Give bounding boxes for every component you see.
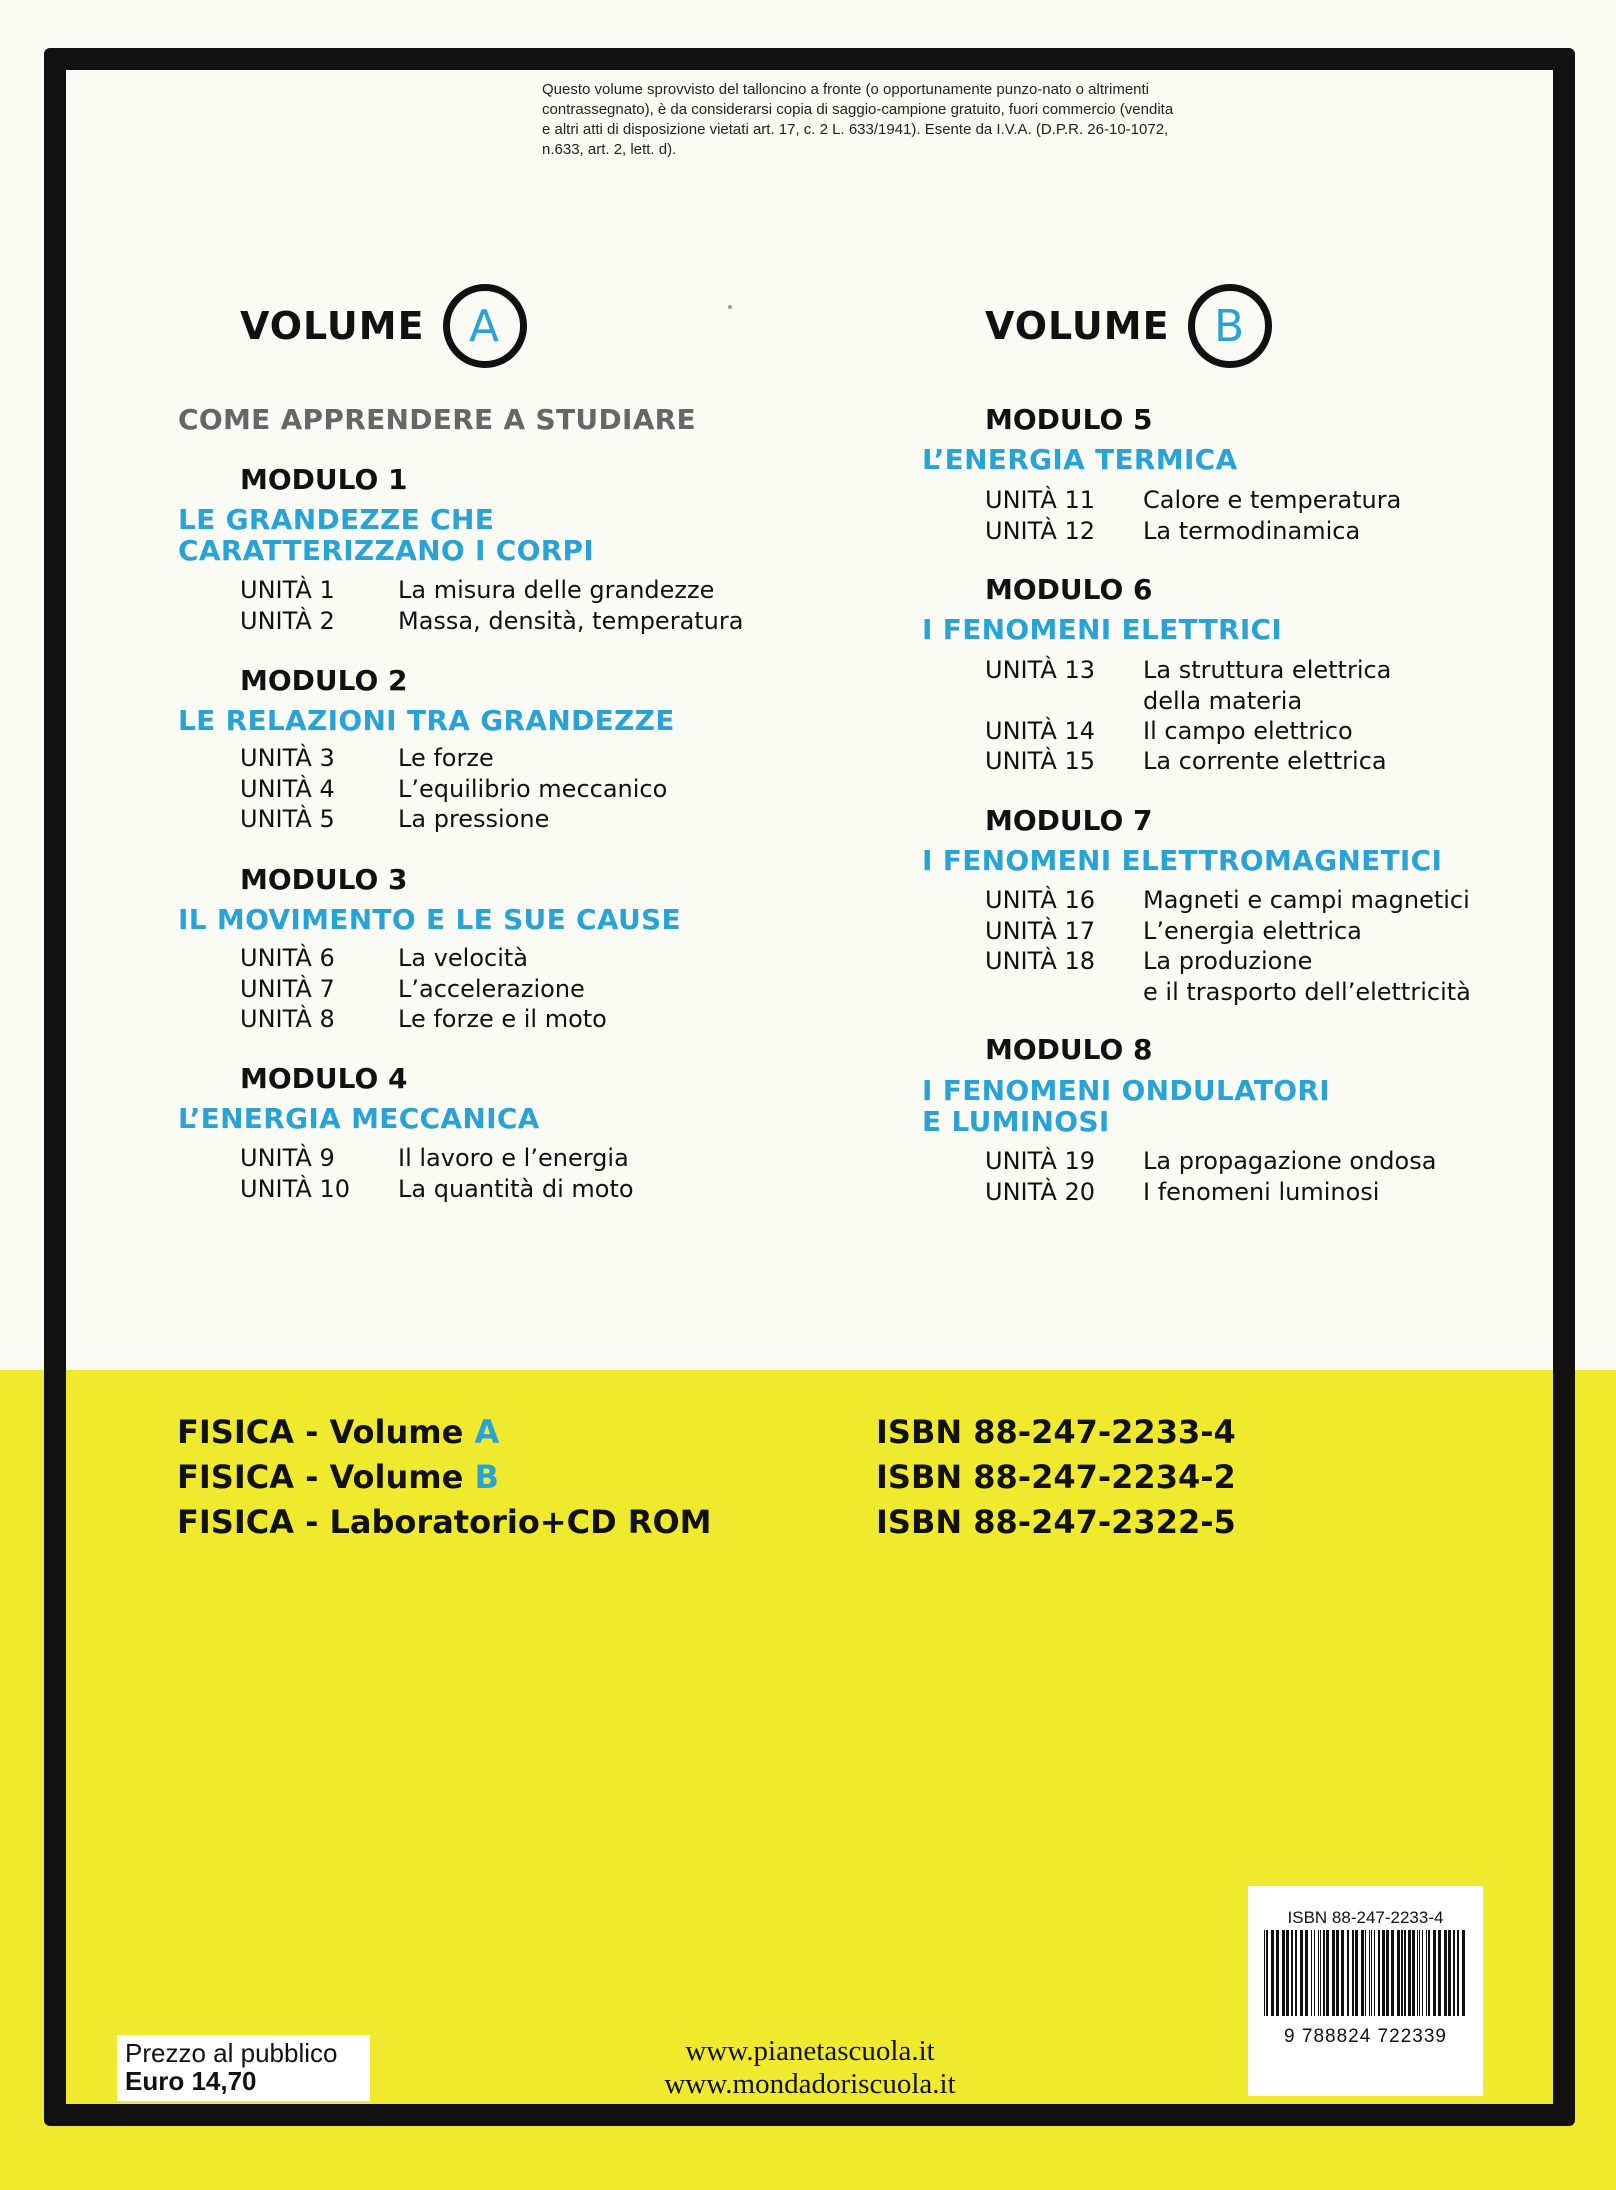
unit-number: UNITÀ 8 (240, 1005, 335, 1033)
product-line: FISICA - Laboratorio+CD ROM (177, 1503, 712, 1541)
unit-name: L’accelerazione (398, 975, 585, 1003)
unit-number: UNITÀ 5 (240, 805, 335, 833)
volume-b-letter-circle: B (1188, 284, 1272, 368)
unit-name: Le forze (398, 744, 494, 772)
unit-number: UNITÀ 9 (240, 1144, 335, 1172)
price-label: Prezzo al pubblico (125, 2038, 338, 2068)
intro-heading: COME APPRENDERE A STUDIARE (178, 403, 696, 436)
volume-a-letter-circle: A (443, 284, 527, 368)
unit-number: UNITÀ 6 (240, 944, 335, 972)
isbn-line: ISBN 88-247-2233-4 (876, 1413, 1236, 1451)
unit-name: La corrente elettrica (1143, 747, 1387, 775)
module-title-line: CARATTERIZZANO I CORPI (178, 534, 595, 567)
unit-number: UNITÀ 19 (985, 1147, 1095, 1175)
unit-name: Il lavoro e l’energia (398, 1144, 629, 1172)
unit-name: Calore e temperatura (1143, 486, 1402, 514)
unit-name: La propagazione ondosa (1143, 1147, 1437, 1175)
unit-name: La produzione (1143, 947, 1313, 975)
module-label: MODULO 7 (985, 804, 1153, 837)
unit-name: La struttura elettrica (1143, 656, 1392, 684)
module-label: MODULO 5 (985, 403, 1153, 436)
unit-name: L’energia elettrica (1143, 917, 1362, 945)
unit-number: UNITÀ 14 (985, 717, 1095, 745)
unit-number: UNITÀ 2 (240, 607, 335, 635)
unit-name: I fenomeni luminosi (1143, 1178, 1380, 1206)
module-label: MODULO 1 (240, 463, 408, 496)
module-label: MODULO 8 (985, 1033, 1153, 1066)
unit-number: UNITÀ 10 (240, 1175, 350, 1203)
unit-number: UNITÀ 15 (985, 747, 1095, 775)
unit-number: UNITÀ 7 (240, 975, 335, 1003)
volume-b-label: VOLUME (985, 304, 1170, 348)
product-line: FISICA - Volume A (177, 1413, 500, 1451)
module-label: MODULO 6 (985, 573, 1153, 606)
unit-name: La misura delle grandezze (398, 576, 715, 604)
volume-a-label: VOLUME (240, 304, 425, 348)
module-title: L’ENERGIA TERMICA (922, 443, 1238, 476)
legal-notice: Questo volume sprovvisto del talloncino a fronte (o opportunamente punzo-nato o altrimenti contrassegnato), è da considerarsi copia di saggio-campione gratuito, fuori commercio (vendita e altri atti di disposizione vietati art. 17, c. 2 L. 633/1941). Esente da I.V.A. (D.P.R. 26-10-1072, n.633, art. 2, lett. d). (542, 81, 1174, 158)
unit-name-continued: e il trasporto dell’elettricità (1143, 978, 1471, 1006)
unit-name: Magneti e campi magnetici (1143, 886, 1470, 914)
module-label: MODULO 2 (240, 664, 408, 697)
unit-name: L’equilibrio meccanico (398, 775, 668, 803)
unit-number: UNITÀ 16 (985, 886, 1095, 914)
page-frame (44, 48, 1575, 2126)
module-label: MODULO 3 (240, 863, 408, 896)
module-title-line: E LUMINOSI (922, 1105, 1110, 1138)
unit-name: La quantità di moto (398, 1175, 634, 1203)
unit-name: La velocità (398, 944, 529, 972)
module-label: MODULO 4 (240, 1062, 408, 1095)
unit-number: UNITÀ 11 (985, 486, 1095, 514)
unit-number: UNITÀ 13 (985, 656, 1095, 684)
unit-name-continued: della materia (1143, 687, 1303, 715)
module-title: LE RELAZIONI TRA GRANDEZZE (178, 704, 675, 737)
website-link[interactable]: www.mondadoriscuola.it (664, 2068, 956, 2100)
unit-number: UNITÀ 12 (985, 517, 1095, 545)
module-title: L’ENERGIA MECCANICA (178, 1102, 540, 1135)
module-title: IL MOVIMENTO E LE SUE CAUSE (178, 903, 681, 936)
module-title: I FENOMENI ELETTROMAGNETICI (922, 844, 1443, 877)
isbn-line: ISBN 88-247-2234-2 (876, 1458, 1236, 1496)
unit-number: UNITÀ 18 (985, 947, 1095, 975)
website-link[interactable]: www.pianetascuola.it (685, 2035, 935, 2067)
isbn-line: ISBN 88-247-2322-5 (876, 1503, 1236, 1541)
unit-number: UNITÀ 20 (985, 1178, 1095, 1206)
barcode-isbn: ISBN 88-247-2233-4 (1287, 1908, 1444, 1927)
module-title-line: I FENOMENI ONDULATORI (922, 1074, 1330, 1107)
unit-number: UNITÀ 3 (240, 744, 335, 772)
unit-name: La pressione (398, 805, 550, 833)
module-title: I FENOMENI ELETTRICI (922, 613, 1283, 646)
unit-number: UNITÀ 1 (240, 576, 335, 604)
unit-name: Le forze e il moto (398, 1005, 607, 1033)
unit-name: La termodinamica (1143, 517, 1361, 545)
module-title-line: LE GRANDEZZE CHE (178, 503, 495, 536)
speck (728, 305, 732, 309)
barcode-digits: 9 788824 722339 (1284, 2026, 1447, 2047)
unit-name: Il campo elettrico (1143, 717, 1353, 745)
unit-number: UNITÀ 17 (985, 917, 1095, 945)
unit-name: Massa, densità, temperatura (398, 607, 744, 635)
product-line: FISICA - Volume B (177, 1458, 499, 1496)
unit-number: UNITÀ 4 (240, 775, 335, 803)
price-value: Euro 14,70 (125, 2066, 257, 2096)
